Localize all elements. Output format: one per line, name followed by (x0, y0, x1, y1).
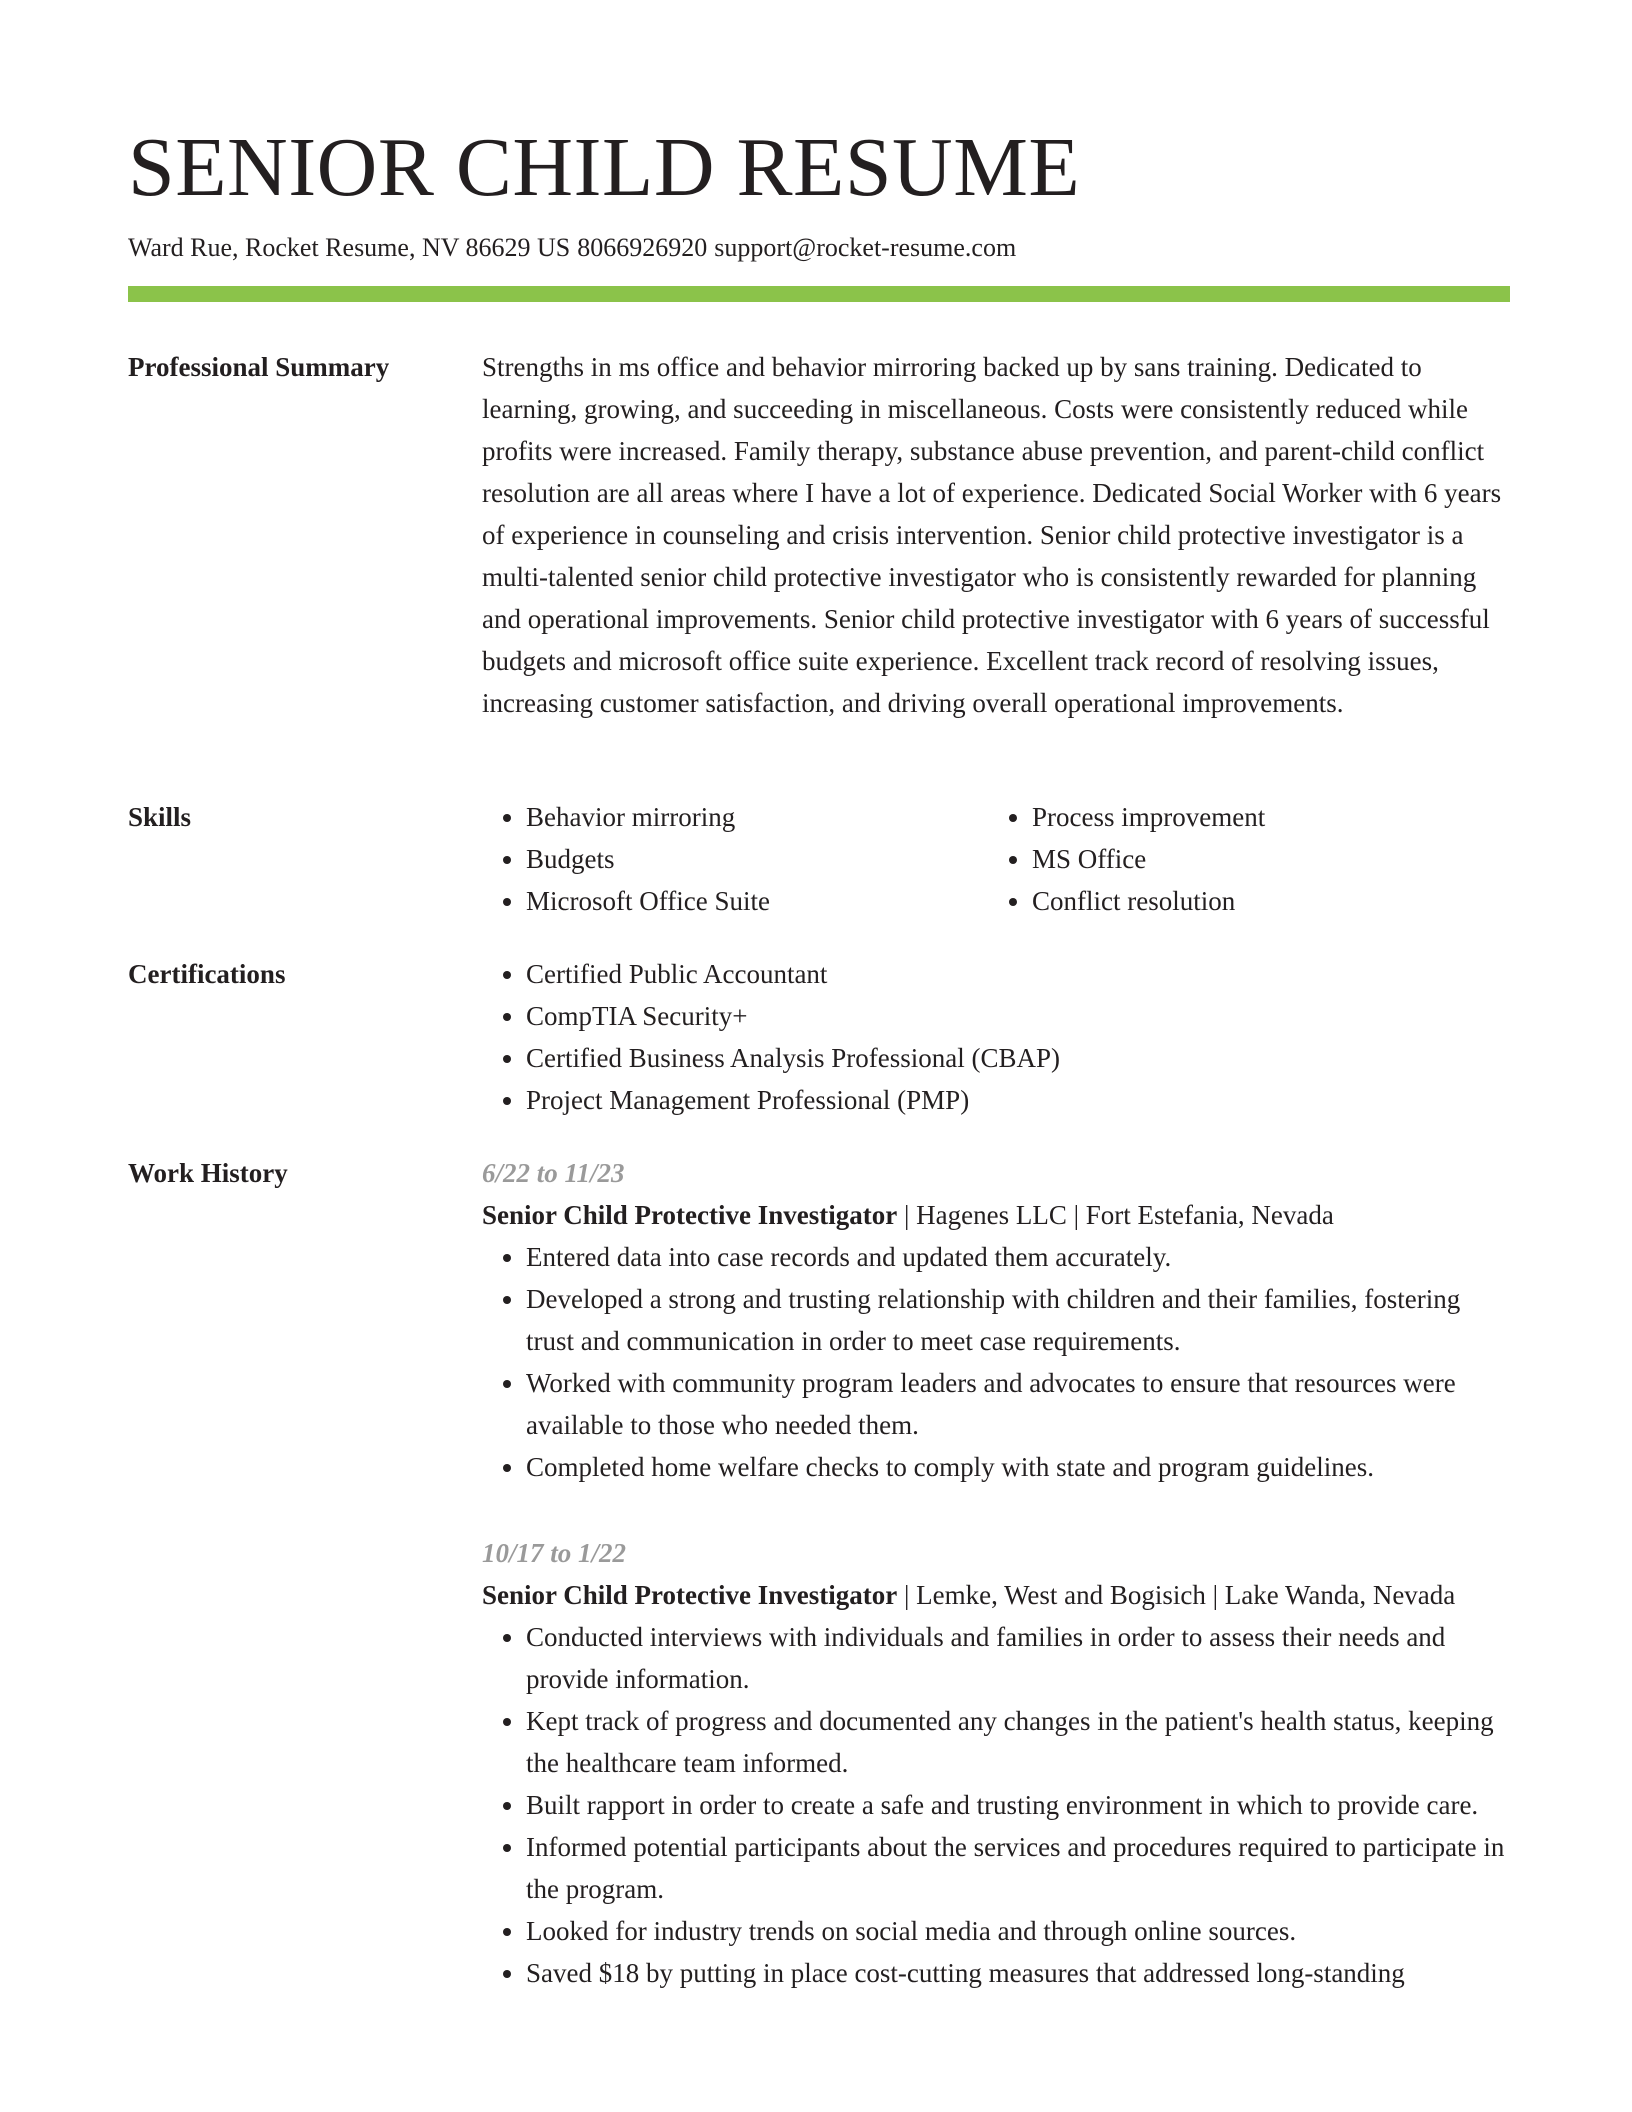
list-item: • MS Office (1032, 838, 1494, 880)
skills-label: Skills (128, 802, 192, 832)
job-heading (482, 1194, 1510, 1236)
job-title: Senior Child Protective Investigator (482, 1580, 898, 1610)
list-item: • Project Management Professional (PMP) (526, 1079, 1510, 1121)
list-item: • CompTIA Security+ (526, 995, 1510, 1037)
skills-list-left (482, 796, 988, 922)
list-item: • Conflict resolution (1032, 880, 1494, 922)
job-dates: 6/22 to 11/23 (482, 1158, 625, 1188)
job-entry (482, 1152, 1510, 1488)
phone: 8066926920 (577, 233, 708, 262)
list-item: • Developed a strong and trusting relationship with children and their families, fostering trust and communication in order to meet case requirements. (526, 1278, 1510, 1362)
list-item: • Entered data into case records and updated them accurately. (526, 1236, 1510, 1278)
summary-text: Strengths in ms office and behavior mirroring backed up by sans training. Dedicated to learning, growing, and succeeding in miscellaneous. Costs were consistently reduced while profits were increased. Family therapy, substance abuse prevention, and parent-child conflict resolution are all areas where I have a lot of experience. Dedicated Social Worker with 6 years of experience in counseling and crisis intervention. Senior child protective investigator is a multi-talented senior child protective investigator who is consistently rewarded for planning and operational improvements. Senior child protective investigator with 6 years of successful budgets and microsoft office suite experience. Excellent track record of resolving issues, increasing customer satisfaction, and driving overall operational improvements. (482, 352, 1502, 718)
certifications-label: Certifications (128, 959, 286, 989)
list-item: • Worked with community program leaders and advocates to ensure that resources were available to those who needed them. (526, 1362, 1510, 1446)
summary-label: Professional Summary (128, 352, 390, 382)
address: Ward Rue, Rocket Resume, NV 86629 US (128, 233, 571, 262)
work-history-label: Work History (128, 1158, 288, 1188)
list-item: • Certified Business Analysis Professional (CBAP) (526, 1037, 1510, 1079)
job-heading (482, 1574, 1510, 1616)
list-item: • Saved $18 by putting in place cost-cutting measures that addressed long-standing (526, 1952, 1510, 1994)
job-bullets (482, 1236, 1510, 1488)
job-bullets (482, 1616, 1510, 1994)
job-entry (482, 1532, 1510, 1994)
job-title: Senior Child Protective Investigator (482, 1200, 898, 1230)
list-item: • Budgets (526, 838, 988, 880)
job-details: | Lemke, West and Bogisich | Lake Wanda, Nevada (897, 1580, 1456, 1610)
contact-line (128, 230, 1016, 266)
job-details: | Hagenes LLC | Fort Estefania, Nevada (897, 1200, 1334, 1230)
list-item: • Looked for industry trends on social media and through online sources. (526, 1910, 1510, 1952)
resume-title: SENIOR CHILD RESUME (128, 121, 1081, 214)
header-divider (128, 286, 1510, 302)
list-item: • Conducted interviews with individuals and families in order to assess their needs and provide information. (526, 1616, 1510, 1700)
list-item: • Completed home welfare checks to comply with state and program guidelines. (526, 1446, 1510, 1488)
job-dates: 10/17 to 1/22 (482, 1538, 627, 1568)
list-item: • Behavior mirroring (526, 796, 988, 838)
skills-list-right (988, 796, 1494, 922)
list-item: • Microsoft Office Suite (526, 880, 988, 922)
list-item: • Built rapport in order to create a safe and trusting environment in which to provide care. (526, 1784, 1510, 1826)
list-item: • Certified Public Accountant (526, 953, 1510, 995)
list-item: • Informed potential participants about the services and procedures required to participate in the program. (526, 1826, 1510, 1910)
certifications-list (482, 953, 1510, 1121)
email: support@rocket-resume.com (714, 233, 1017, 262)
list-item: • Process improvement (1032, 796, 1494, 838)
list-item: • Kept track of progress and documented any changes in the patient's health status, keeping the healthcare team informed. (526, 1700, 1510, 1784)
